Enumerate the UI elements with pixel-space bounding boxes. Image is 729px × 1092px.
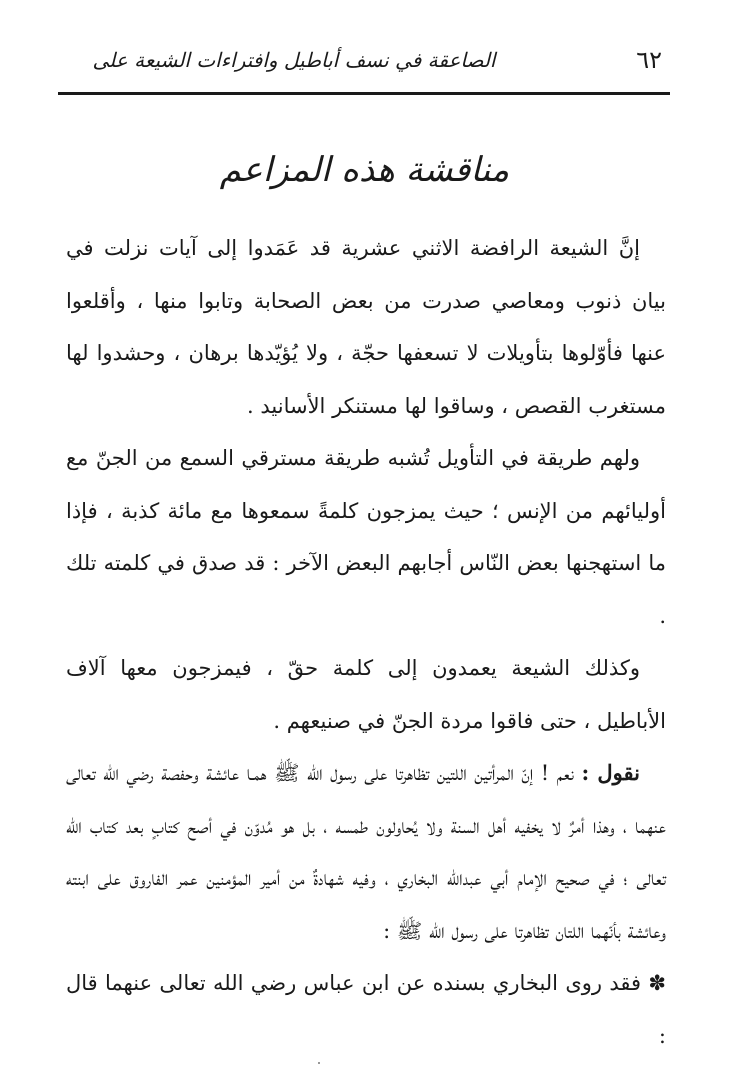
paragraph-text: ✽ فقد روى البخاري بسنده عن ابن عباس رضي الله تعالى عنهما قال : xyxy=(66,971,666,1048)
page-number: ٦٢ xyxy=(636,46,662,74)
running-header xyxy=(58,42,670,82)
paragraph-4 xyxy=(66,747,666,957)
paragraph-2 xyxy=(66,432,666,642)
scan-speck xyxy=(318,1062,320,1064)
paragraph-5 xyxy=(66,957,666,1062)
header-rule xyxy=(58,92,670,95)
paragraph-text: وكذلك الشيعة يعمدون إلى كلمة حقّ ، فيمزجون معها آلاف الأباطيل ، حتى فاقوا مردة الجنّ في صنيعهم . xyxy=(66,656,666,733)
body-text xyxy=(66,222,666,1062)
paragraph-1 xyxy=(66,222,666,432)
paragraph-text: ولهم طريقة في التأويل تُشبه طريقة مسترقي السمع من الجنّ مع أوليائهم من الإنس ؛ حيث يمزجون كلمةً سمعوها مع مائة كذبة ، فإذا ما استهجنها بعض النّاس أجابهم البعض الآخر : قد صدق في كلمته تلك . xyxy=(66,446,666,628)
paragraph-3 xyxy=(66,642,666,747)
section-heading: مناقشة هذه المزاعم xyxy=(219,150,510,190)
running-title: الصاعقة في نسف أباطيل وافتراءات الشيعة على xyxy=(92,48,496,72)
paragraph-lead: نقول : xyxy=(581,760,640,785)
paragraph-text: نعم ! إنّ المرأتين اللتين تظاهرتا على رسول الله ﷺ همـا عائشة وحفصة رضي الله تعالى عنهما ، وهذا أمرٌ لا يخفيه أهل السنة ولا يُحاولون طمسه ، بل هو مُدوّن في أصح كتابٍ بعد كتاب الله تعالى ؛ في صحيح الإمام أبي عبدالله البخاري ، وفيه شهادةٌ من أمير المؤمنين عمر الفاروق على ابنته وعائشة بأنّهما اللتان تظاهرتا على رسول الله ﷺ : xyxy=(66,761,666,943)
paragraph-text: إنَّ الشيعة الرافضة الاثني عشرية قد عَمَدوا إلى آيات نزلت في بيان ذنوب ومعاصي صدرت من بعض الصحابة وتابوا منها ، وأقلعوا عنها فأوّلوها بتأويلات لا تسعفها حجّة ، ولا يُؤيّدها برهان ، وحشدوا لها مستغرب القصص ، وساقوا لها مستنكر الأسانيد . xyxy=(66,236,666,418)
